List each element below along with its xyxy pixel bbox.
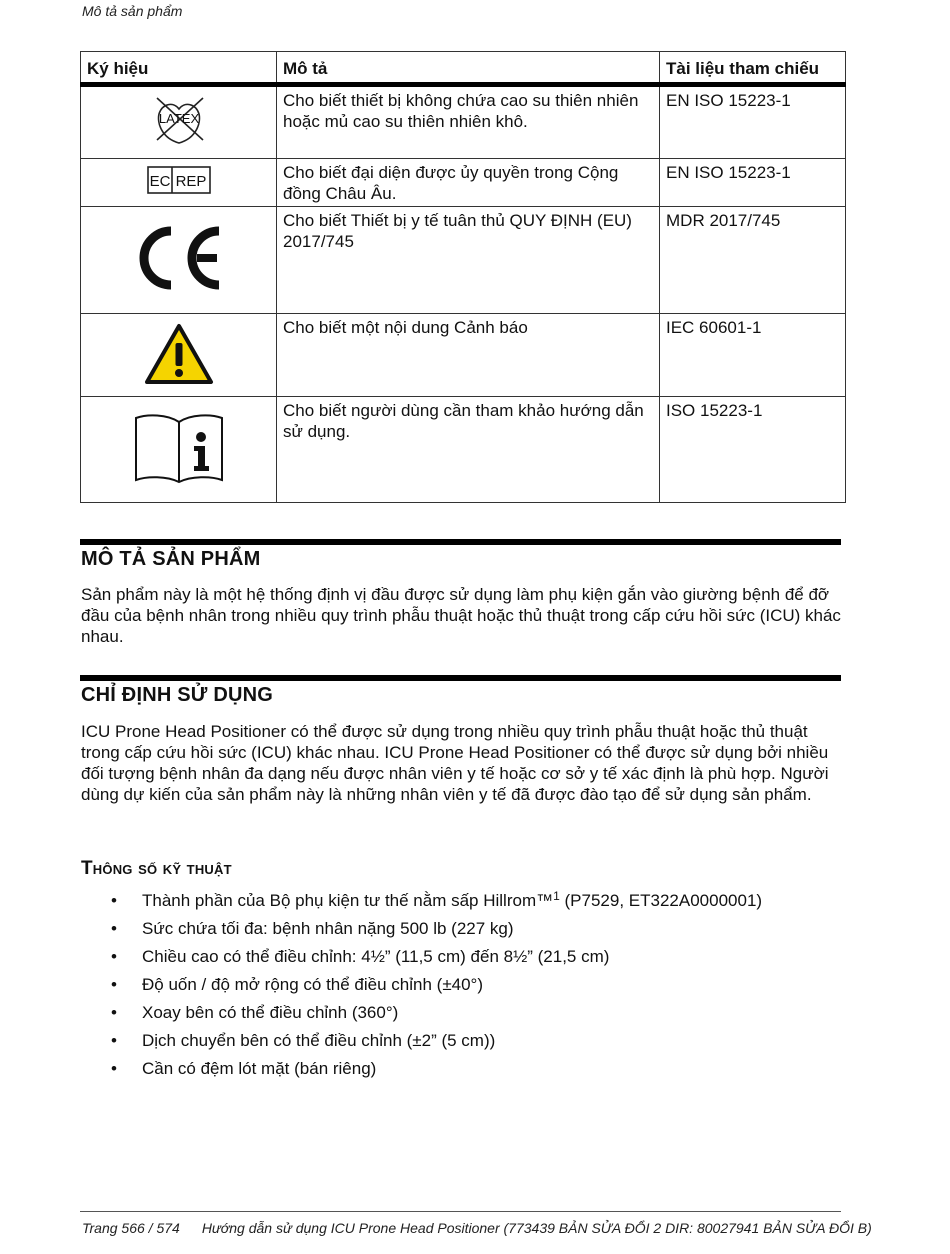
spec-text: (P7529, ET322A0000001) [559,891,763,910]
footer-divider [80,1211,841,1212]
description-cell: Cho biết một nội dung Cảnh báo [277,314,660,397]
footnote-marker: 1 [553,889,560,903]
bullet-glyph: • [111,975,117,994]
section-title-product-description: MÔ TẢ SẢN PHẨM [81,548,261,570]
ce-mark-icon [131,223,227,298]
spec-text: Xoay bên có thể điều chỉnh (360°) [142,1003,399,1022]
symbol-cell [81,397,277,503]
ec-rep-icon [147,165,211,200]
table-row [81,159,846,207]
section-title-indications: CHỈ ĐỊNH SỬ DỤNG [81,684,274,706]
bullet-glyph: • [111,1059,117,1078]
symbol-cell [81,85,277,159]
col-header-symbol: Ký hiệu [81,52,277,85]
symbol-cell [81,314,277,397]
table-row [81,397,846,503]
reference-cell: ISO 15223-1 [660,397,846,503]
spec-text: Dịch chuyển bên có thể điều chỉnh (±2” (5 cm)) [142,1031,496,1050]
page-footer [82,1220,872,1236]
table-header-row [81,52,846,85]
table-row [81,207,846,314]
indications-text: ICU Prone Head Positioner có thể được sử dụng trong nhiều quy trình phẫu thuật hoặc thủ thuật trong cấp cứu hồi sức (ICU) khác nhau. ICU Prone Head Positioner có thể được sử dụng bởi nhiều đối tượng bệnh nhân đa dạng nếu được nhân viên y tế hoặc cơ sở y tế xác định là phù hợp. Người dùng dự kiến của sản phẩm này là những nhân viên y tế đã được đào tạo để sử dụng sản phẩm. [81,722,829,804]
description-cell: Cho biết đại diện được ủy quyền trong Cộng đồng Châu Âu. [277,159,660,207]
bullet-glyph: • [111,947,117,966]
description-cell: Cho biết Thiết bị y tế tuân thủ QUY ĐỊNH (EU) 2017/745 [277,207,660,314]
description-cell: Cho biết thiết bị không chứa cao su thiên nhiên hoặc mủ cao su thiên nhiên khô. [277,85,660,159]
warning-icon [144,323,214,390]
section-divider [80,539,841,545]
col-header-description: Mô tả [277,52,660,85]
reference-cell: MDR 2017/745 [660,207,846,314]
list-item [81,944,841,972]
page-number: Trang 566 / 574 [82,1220,180,1236]
bullet-glyph: • [111,1031,117,1050]
symbols-table [80,51,846,503]
symbol-cell [81,207,277,314]
spec-text: Chiều cao có thể điều chỉnh: 4½” (11,5 cm) đến 8½” (21,5 cm) [142,947,610,966]
specifications-heading: Thông số kỹ thuật [81,858,232,879]
latex-free-icon [147,92,211,153]
bullet-glyph: • [111,891,117,910]
spec-text: Sức chứa tối đa: bệnh nhân nặng 500 lb (227 kg) [142,919,514,938]
list-item [81,1056,841,1084]
specifications-list [81,888,841,1084]
spec-text: Cần có đệm lót mặt (bán riêng) [142,1059,377,1078]
list-item [81,916,841,944]
list-item [81,1000,841,1028]
list-item [81,888,841,916]
spec-text: Độ uốn / độ mở rộng có thể điều chỉnh (±40°) [142,975,484,994]
reference-cell: EN ISO 15223-1 [660,159,846,207]
reference-cell: IEC 60601-1 [660,314,846,397]
bullet-glyph: • [111,1003,117,1022]
table-row [81,314,846,397]
list-item [81,972,841,1000]
latex-icon-text: LATEX [158,111,199,126]
bullet-glyph: • [111,919,117,938]
symbol-cell [81,159,277,207]
spec-text: Thành phần của Bộ phụ kiện tư thế nằm sấp Hillrom™ [142,891,554,910]
description-cell: Cho biết người dùng cần tham khảo hướng dẫn sử dụng. [277,397,660,503]
section-divider [80,675,841,681]
product-description-text: Sản phẩm này là một hệ thống định vị đầu được sử dụng làm phụ kiện gắn vào giường bệnh để đỡ đầu của bệnh nhân trong nhiều quy trình phẫu thuật hoặc thủ thuật trong cấp cứu hồi sức (ICU) khác nhau. [81,585,841,646]
instructions-manual-icon [133,410,225,489]
col-header-reference: Tài liệu tham chiếu [660,52,846,85]
reference-cell: EN ISO 15223-1 [660,85,846,159]
ec-icon-text: EC [149,173,170,190]
list-item [81,1028,841,1056]
document-title: Hướng dẫn sử dụng ICU Prone Head Positioner (773439 BẢN SỬA ĐỔI 2 DIR: 80027941 BẢN SỬA ĐỔI B) [201,1220,872,1236]
running-header: Mô tả sản phẩm [82,3,183,19]
rep-icon-text: REP [175,173,206,190]
table-row [81,85,846,159]
